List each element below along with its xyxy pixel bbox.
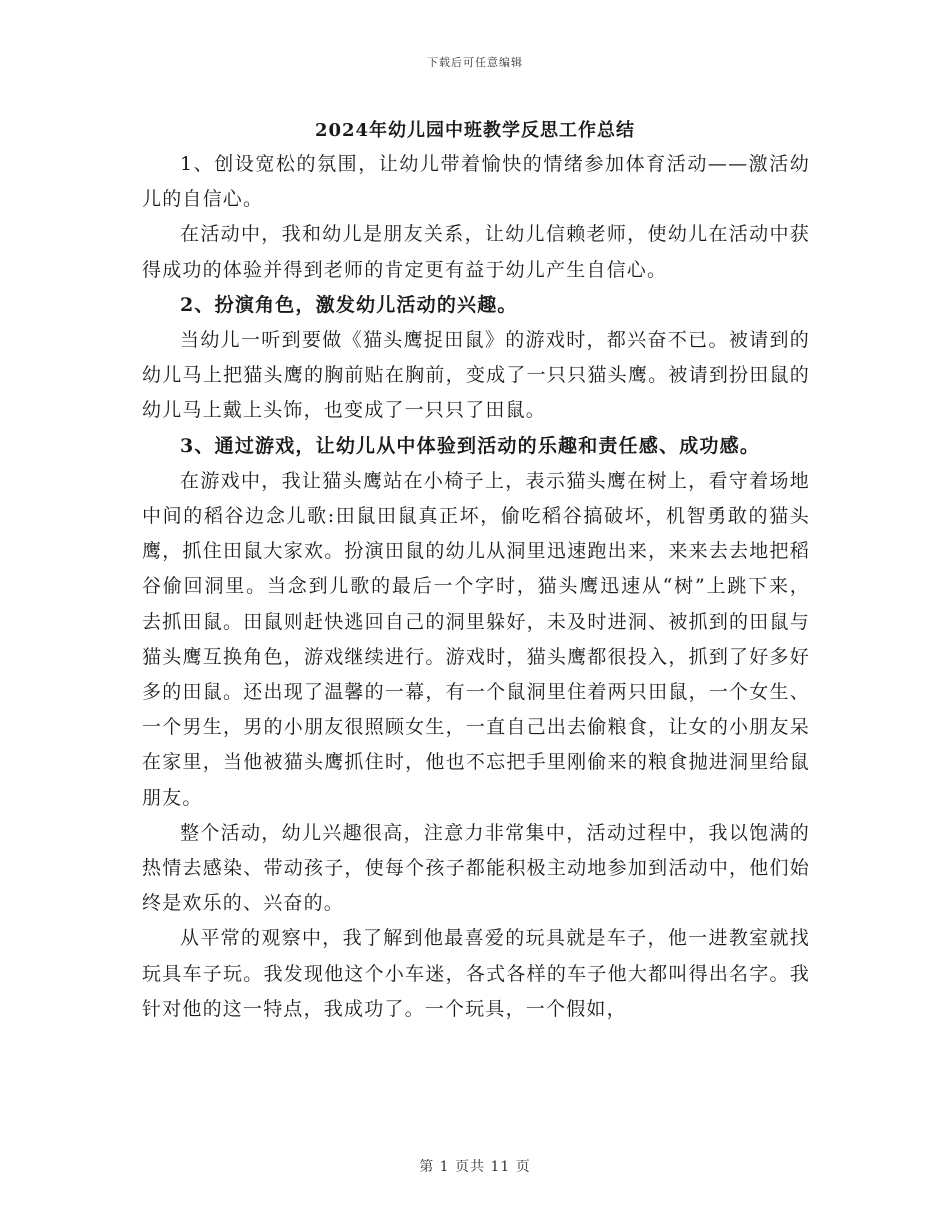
paragraph: 整个活动，幼儿兴趣很高，注意力非常集中，活动过程中，我以饱满的热情去感染、带动孩子，使每个孩子都能积极主动地参加到活动中，他们始终是欢乐的、兴奋的。 [142, 821, 810, 915]
paragraph: 当幼儿一听到要做《猫头鹰捉田鼠》的游戏时，都兴奋不已。被请到的幼儿马上把猫头鹰的胸前贴在胸前，变成了一只只猫头鹰。被请到扮田鼠的幼儿马上戴上头饰，也变成了一只只了田鼠。 [142, 329, 810, 422]
page-header: 下载后可任意编辑 [427, 56, 523, 69]
document-body [142, 147, 810, 1027]
document-title: 2024年幼儿园中班教学反思工作总结 [314, 120, 636, 141]
paragraph-intro-heading: 1、创设宽松的氛围，让幼儿带着愉快的情绪参加体育活动——激活幼儿的自信心。 [142, 153, 810, 211]
section-heading: 3、通过游戏，让幼儿从中体验到活动的乐趣和责任感、成功感。 [180, 434, 761, 457]
paragraph: 从平常的观察中，我了解到他最喜爱的玩具就是车子，他一进教室就找玩具车子玩。我发现他这个小车迷，各式各样的车子他大都叫得出名字。我针对他的这一特点，我成功了。一个玩具，一个假如， [142, 927, 810, 1020]
paragraph: 在活动中，我和幼儿是朋友关系，让幼儿信赖老师，使幼儿在活动中获得成功的体验并得到老师的肯定更有益于幼儿产生自信心。 [142, 223, 810, 281]
section-heading: 2、扮演角色，激发幼儿活动的兴趣。 [180, 293, 518, 316]
page-footer: 第 1 页共 11 页 [419, 1159, 531, 1175]
paragraph: 在游戏中，我让猫头鹰站在小椅子上，表示猫头鹰在树上，看守着场地中间的稻谷边念儿歌:田鼠田鼠真正坏，偷吃稻谷搞破坏，机智勇敢的猫头鹰，抓住田鼠大家欢。扮演田鼠的幼儿从洞里迅速跑出来，来来去去地把稻谷偷回洞里。当念到儿歌的最后一个字时，猫头鹰迅速从“树”上跳下来，去抓田鼠。田鼠则赶快逃回自己的洞里躲好，未及时进洞、被抓到的田鼠与猫头鹰互换角色，游戏继续进行。游戏时，猫头鹰都很投入，抓到了好多好多的田鼠。还出现了温馨的一幕，有一个鼠洞里住着两只田鼠，一个女生、一个男生，男的小朋友很照顾女生，一直自己出去偷粮食，让女的小朋友呆在家里，当他被猫头鹰抓住时，他也不忘把手里刚偷来的粮食抛进洞里给鼠朋友。 [142, 469, 810, 809]
